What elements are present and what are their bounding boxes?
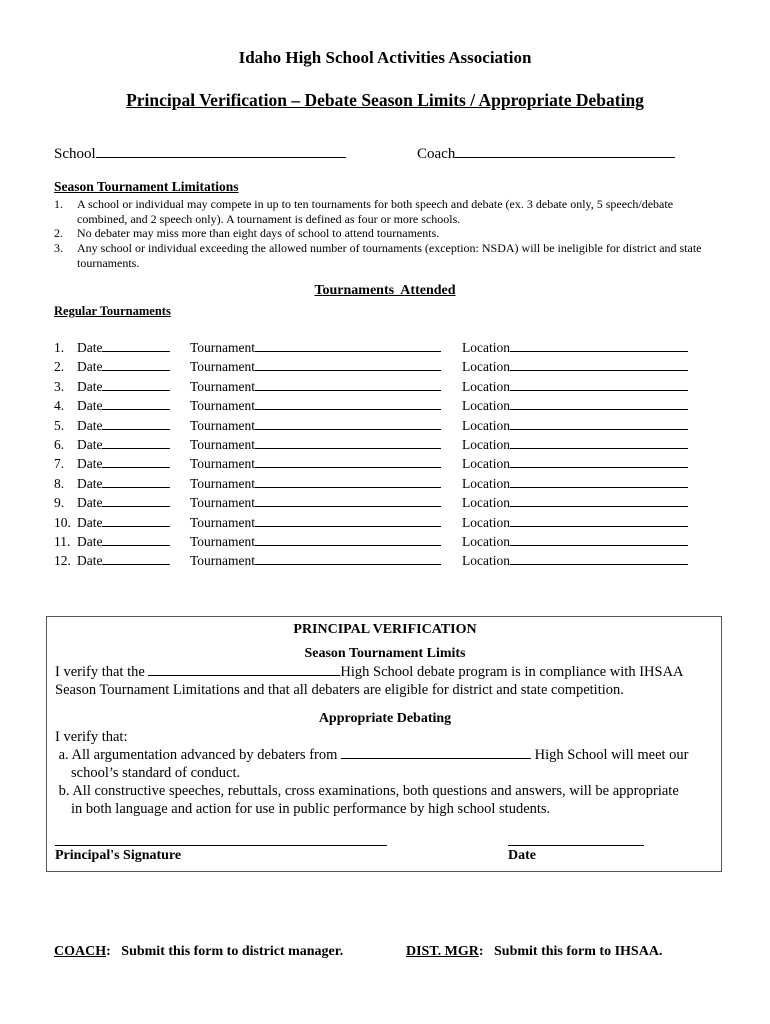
- location-field[interactable]: [462, 515, 688, 531]
- date-field[interactable]: [77, 476, 170, 492]
- item-a-start: a. All argumentation advanced by debaters from: [55, 747, 342, 763]
- verification-heading: PRINCIPAL VERIFICATION: [293, 622, 477, 637]
- school-name-line-2[interactable]: [341, 757, 531, 759]
- tournament-label: Tournament: [190, 553, 256, 569]
- tournament-line[interactable]: [255, 408, 441, 410]
- location-field[interactable]: [462, 340, 688, 356]
- row-number: 9.: [54, 495, 65, 511]
- location-label: Location: [462, 553, 510, 569]
- location-line[interactable]: [510, 505, 688, 507]
- tournament-label: Tournament: [190, 378, 256, 394]
- tournament-row: [0, 340, 770, 359]
- row-number: 11.: [54, 534, 71, 549]
- date-line[interactable]: [102, 466, 170, 468]
- date-field[interactable]: [77, 359, 170, 375]
- row-number: 8.: [54, 475, 65, 491]
- row-number: 7.: [54, 456, 65, 472]
- location-line[interactable]: [510, 544, 688, 546]
- tournaments-attended-heading: Tournaments Attended: [314, 283, 456, 298]
- season-limits-heading: Season Tournament Limits: [304, 646, 466, 661]
- location-field[interactable]: [462, 359, 688, 375]
- tournament-label: Tournament: [190, 514, 256, 530]
- row-number: 6.: [54, 437, 65, 452]
- date-field[interactable]: [77, 437, 170, 453]
- rule-item: [0, 197, 770, 227]
- tournament-line[interactable]: [255, 447, 441, 449]
- tournament-field[interactable]: [190, 456, 441, 472]
- tournament-label: Tournament: [190, 417, 256, 433]
- tournament-line[interactable]: [255, 544, 441, 546]
- date-line[interactable]: [102, 350, 170, 352]
- rule-item: [0, 241, 770, 271]
- date-label: Date: [508, 848, 536, 863]
- location-line[interactable]: [510, 466, 688, 468]
- tournament-label: Tournament: [190, 475, 256, 491]
- coach-line[interactable]: [455, 156, 675, 158]
- form-title: Idaho High School Activities Association: [238, 48, 532, 67]
- location-line[interactable]: [510, 563, 688, 565]
- tournament-row: [0, 398, 770, 417]
- location-label: Location: [462, 378, 510, 394]
- date-label: Date: [77, 514, 103, 530]
- form-subtitle: Principal Verification – Debate Season Limits / Appropriate Debating: [126, 90, 644, 110]
- regular-tournaments-heading: Regular Tournaments: [54, 304, 171, 318]
- manager-instruction: [406, 944, 662, 960]
- date-field[interactable]: [77, 553, 170, 569]
- date-line[interactable]: [102, 369, 170, 371]
- tournament-line[interactable]: [255, 369, 441, 371]
- row-number: 12.: [54, 553, 71, 569]
- location-line[interactable]: [510, 525, 688, 527]
- tournament-row: [0, 515, 770, 534]
- date-line[interactable]: [102, 525, 170, 527]
- tournament-field[interactable]: [190, 359, 441, 375]
- row-number: 5.: [54, 417, 65, 433]
- location-label: Location: [462, 534, 510, 549]
- date-label: Date: [77, 398, 103, 414]
- tournament-row: [0, 437, 770, 456]
- item-a-line2: school’s standard of conduct.: [71, 765, 241, 781]
- school-field[interactable]: [54, 146, 346, 163]
- tournament-field[interactable]: [190, 553, 441, 569]
- row-number: 10.: [54, 514, 71, 530]
- location-field[interactable]: [462, 418, 688, 434]
- location-line[interactable]: [510, 350, 688, 352]
- date-field[interactable]: [77, 379, 170, 395]
- location-label: Location: [462, 340, 510, 355]
- date-field[interactable]: [77, 515, 170, 531]
- tournament-field[interactable]: [190, 379, 441, 395]
- date-line[interactable]: [508, 845, 644, 846]
- rule-text: A school or individual may compete in up to ten tournaments for both speech and debate (ex. 3 debate only, 5 speech/debate combined, and 2 speech only). A tournament is defined as four or more schools.: [77, 197, 674, 226]
- principal-verification-box: [46, 616, 722, 872]
- tournament-label: Tournament: [190, 534, 256, 549]
- rule-text: Any school or individual exceeding the allowed number of tournaments (exception: NSDA) will be ineligible for district and state tournaments.: [77, 241, 702, 270]
- date-field[interactable]: [77, 398, 170, 414]
- date-field[interactable]: [77, 456, 170, 472]
- location-line[interactable]: [510, 408, 688, 410]
- rule-number: 1.: [54, 197, 63, 211]
- appropriate-debating-heading: Appropriate Debating: [318, 711, 452, 726]
- tournament-row: [0, 534, 770, 553]
- rule-text: No debater may miss more than eight days of school to attend tournaments.: [77, 226, 440, 240]
- date-field[interactable]: [77, 495, 170, 511]
- date-field[interactable]: [77, 534, 170, 550]
- tournament-line[interactable]: [255, 428, 441, 430]
- tournament-line[interactable]: [255, 350, 441, 352]
- season-statement-end: High School debate program is in compliance with IHSAA: [340, 664, 684, 680]
- coach-instruction-label: COACH: [54, 944, 107, 959]
- date-line[interactable]: [102, 408, 170, 410]
- tournament-line[interactable]: [255, 466, 441, 468]
- date-line[interactable]: [102, 447, 170, 449]
- tournament-row: [0, 379, 770, 398]
- row-number: 1.: [54, 340, 65, 355]
- date-label: Date: [77, 475, 103, 491]
- location-line[interactable]: [510, 447, 688, 449]
- date-line[interactable]: [102, 486, 170, 488]
- tournament-row: [0, 418, 770, 437]
- date-label: Date: [77, 437, 103, 452]
- row-number: 3.: [54, 378, 65, 394]
- location-label: Location: [462, 417, 510, 433]
- date-label: Date: [77, 534, 103, 549]
- date-line[interactable]: [102, 428, 170, 430]
- location-label: Location: [462, 359, 510, 375]
- tournament-line[interactable]: [255, 486, 441, 488]
- date-label: Date: [77, 456, 103, 472]
- tournament-line[interactable]: [255, 389, 441, 391]
- date-label: Date: [77, 359, 103, 375]
- date-label: Date: [77, 340, 103, 355]
- date-field[interactable]: [77, 340, 170, 356]
- location-label: Location: [462, 456, 510, 472]
- rule-number: 3.: [54, 241, 63, 255]
- tournament-label: Tournament: [190, 495, 256, 511]
- location-line[interactable]: [510, 369, 688, 371]
- coach-instruction: [54, 944, 343, 960]
- season-statement-start: I verify that the: [55, 664, 149, 680]
- item-a: [55, 746, 688, 764]
- date-label: Date: [77, 417, 103, 433]
- location-line[interactable]: [510, 428, 688, 430]
- tournament-row: [0, 359, 770, 378]
- date-line[interactable]: [102, 389, 170, 391]
- rule-number: 2.: [54, 226, 63, 240]
- location-field[interactable]: [462, 379, 688, 395]
- location-line[interactable]: [510, 486, 688, 488]
- location-field[interactable]: [462, 456, 688, 472]
- school-name-line[interactable]: [148, 674, 340, 676]
- coach-field[interactable]: [417, 146, 675, 163]
- date-line[interactable]: [102, 563, 170, 565]
- tournament-row: [0, 456, 770, 475]
- tournament-field[interactable]: [190, 340, 441, 356]
- location-field[interactable]: [462, 398, 688, 414]
- season-statement-line2: Season Tournament Limitations and that all debaters are eligible for district and state competition.: [55, 682, 624, 698]
- tournament-row: [0, 495, 770, 514]
- location-field[interactable]: [462, 553, 688, 569]
- signature-line[interactable]: [55, 845, 387, 846]
- tournament-line[interactable]: [255, 525, 441, 527]
- tournament-line[interactable]: [255, 505, 441, 507]
- item-b: b. All constructive speeches, rebuttals, cross examinations, both questions and answers, will be appropriate: [55, 783, 679, 799]
- item-b-line2: in both language and action for use in public performance by high school students.: [71, 801, 551, 817]
- tournament-row: [0, 476, 770, 495]
- location-label: Location: [462, 514, 510, 530]
- verify-that-label: I verify that:: [55, 729, 128, 745]
- location-label: Location: [462, 437, 510, 452]
- tournament-field[interactable]: [190, 515, 441, 531]
- tournament-field[interactable]: [190, 534, 441, 550]
- location-field[interactable]: [462, 437, 688, 453]
- location-field[interactable]: [462, 534, 688, 550]
- season-statement: [55, 663, 684, 681]
- date-label: Date: [77, 378, 103, 394]
- school-line[interactable]: [96, 156, 346, 158]
- item-a-end: High School will meet our: [531, 747, 689, 763]
- manager-instruction-label: DIST. MGR: [406, 944, 479, 959]
- manager-instruction-text: : Submit this form to IHSAA.: [478, 944, 663, 959]
- date-field[interactable]: [77, 418, 170, 434]
- coach-instruction-text: : Submit this form to district manager.: [106, 944, 344, 959]
- school-label: School: [54, 146, 96, 162]
- tournament-label: Tournament: [190, 437, 256, 452]
- tournament-field[interactable]: [190, 398, 441, 414]
- date-label: Date: [77, 495, 103, 511]
- tournament-field[interactable]: [190, 418, 441, 434]
- tournament-field[interactable]: [190, 437, 441, 453]
- tournament-label: Tournament: [190, 340, 256, 355]
- location-line[interactable]: [510, 389, 688, 391]
- location-label: Location: [462, 475, 510, 491]
- row-number: 2.: [54, 359, 65, 375]
- row-number: 4.: [54, 398, 65, 414]
- location-field[interactable]: [462, 476, 688, 492]
- date-line[interactable]: [102, 544, 170, 546]
- tournament-field[interactable]: [190, 476, 441, 492]
- tournament-row: [0, 553, 770, 572]
- location-label: Location: [462, 495, 510, 511]
- tournament-line[interactable]: [255, 563, 441, 565]
- tournament-label: Tournament: [190, 456, 256, 472]
- tournament-label: Tournament: [190, 359, 256, 375]
- location-field[interactable]: [462, 495, 688, 511]
- principal-signature-label: Principal's Signature: [55, 848, 182, 863]
- date-line[interactable]: [102, 505, 170, 507]
- tournament-field[interactable]: [190, 495, 441, 511]
- date-label: Date: [77, 553, 103, 569]
- location-label: Location: [462, 398, 510, 414]
- tournament-label: Tournament: [190, 398, 256, 414]
- rule-item: [0, 226, 770, 241]
- limitations-heading: Season Tournament Limitations: [54, 179, 239, 194]
- coach-label: Coach: [417, 146, 456, 162]
